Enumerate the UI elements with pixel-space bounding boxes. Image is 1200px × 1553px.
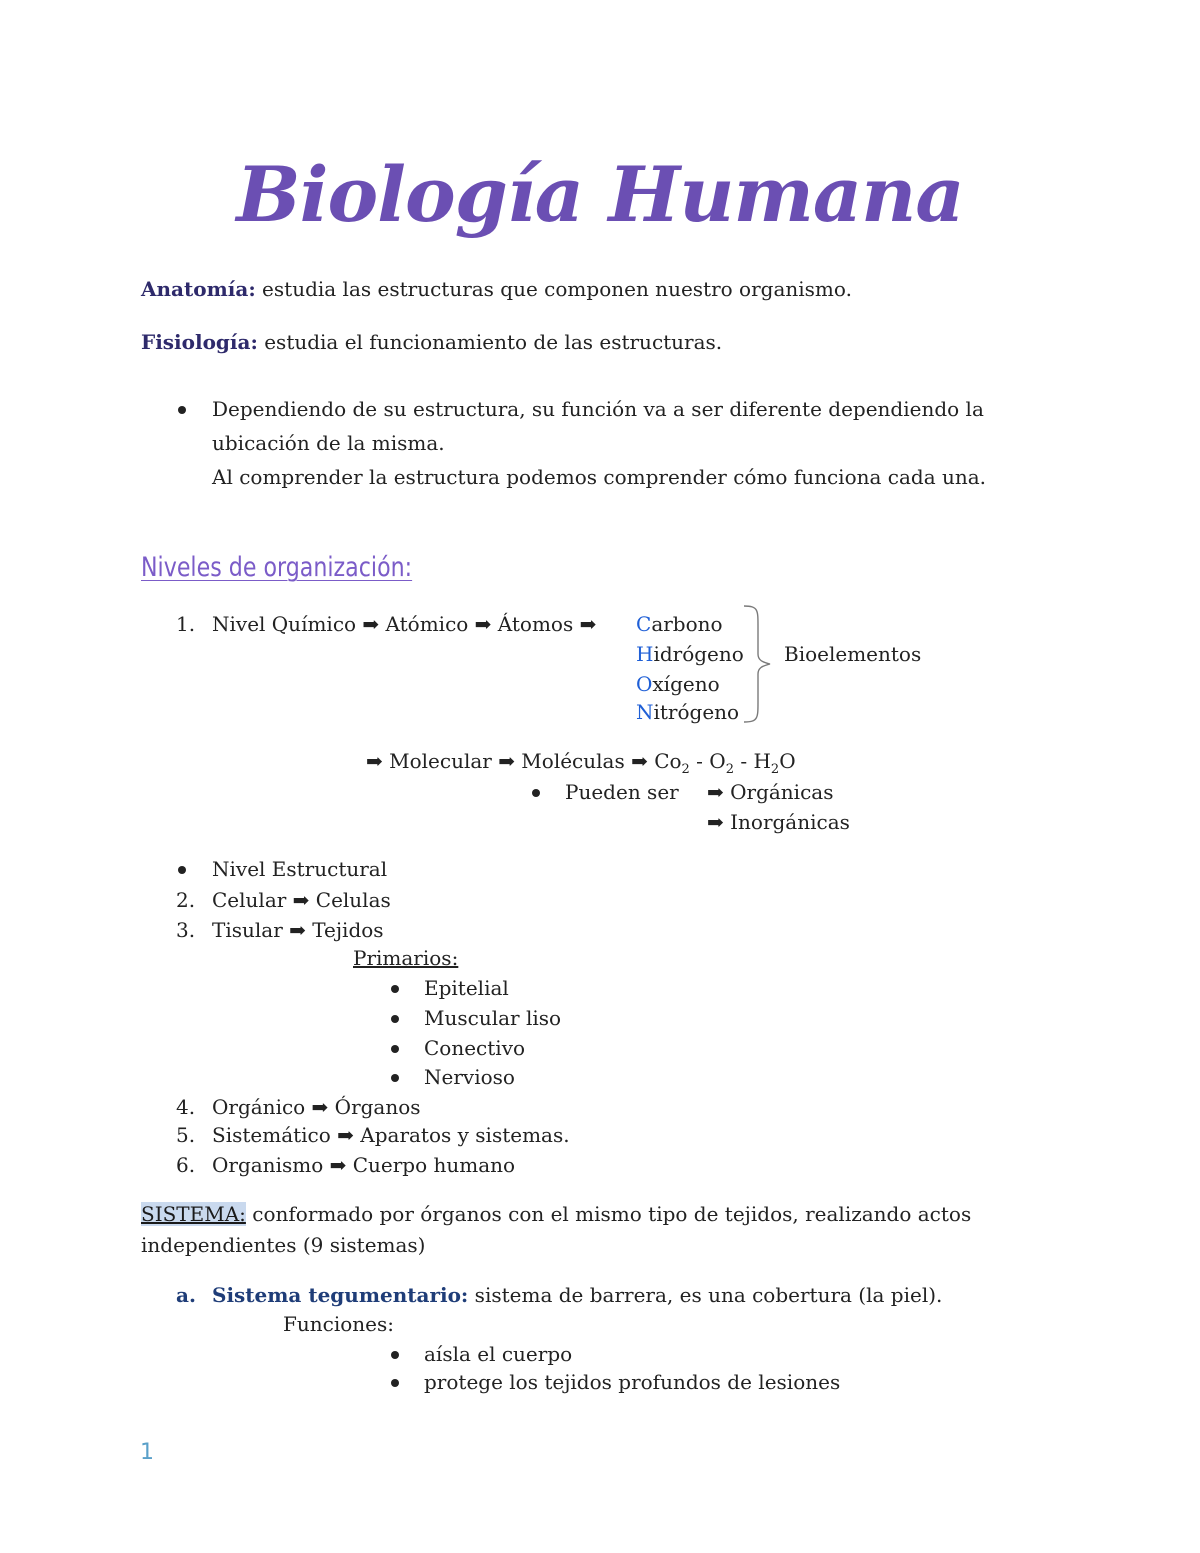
anatomia-term: Anatomía: <box>141 277 256 301</box>
anatomia-text: estudia las estructuras que componen nuestro organismo. <box>255 277 852 301</box>
list-number: 5. <box>176 1123 196 1147</box>
bullet-icon <box>391 1015 399 1023</box>
molecular-text: - O <box>689 749 726 773</box>
organismo-text: Organismo ➡ Cuerpo humano <box>212 1153 516 1177</box>
organico-text: Orgánico ➡ Órganos <box>212 1095 421 1119</box>
tejido-item: Conectivo <box>424 1036 526 1060</box>
bullet-icon <box>178 866 186 874</box>
list-letter: a. <box>176 1283 196 1307</box>
sistema-text: conformado por órganos con el mismo tipo de tejidos, realizando actos <box>245 1202 972 1226</box>
element-initial: N <box>636 700 654 724</box>
note-line-1: Dependiendo de su estructura, su función va a ser diferente dependiendo la <box>212 397 984 421</box>
list-number: 2. <box>176 888 196 912</box>
element-carbono <box>636 612 723 636</box>
nivel-quimico-text: Nivel Químico ➡ Atómico ➡ Átomos ➡ <box>212 612 597 636</box>
bullet-icon <box>391 1379 399 1387</box>
section-heading: Niveles de organización: <box>141 552 413 583</box>
subscript: 2 <box>725 762 734 777</box>
celular-text: Celular ➡ Celulas <box>212 888 391 912</box>
molecular-text: ➡ Molecular ➡ Moléculas ➡ Co <box>366 749 682 773</box>
list-number: 6. <box>176 1153 196 1177</box>
element-hidrogeno <box>636 642 744 666</box>
inorganicas-text: ➡ Inorgánicas <box>707 810 850 834</box>
document-title: Biología Humana <box>236 150 964 239</box>
tejido-item: Muscular liso <box>424 1006 562 1030</box>
tegumentario-paragraph <box>212 1283 942 1307</box>
tisular-text: Tisular ➡ Tejidos <box>212 918 384 942</box>
bullet-icon <box>391 1074 399 1082</box>
primarios-label: Primarios: <box>353 946 459 970</box>
sistematico-text: Sistemático ➡ Aparatos y sistemas. <box>212 1123 570 1147</box>
tejido-item: Epitelial <box>424 976 509 1000</box>
list-number: 1. <box>176 612 196 636</box>
element-rest: itrógeno <box>653 700 740 724</box>
tegumentario-text: sistema de barrera, es una cobertura (la piel). <box>468 1283 943 1307</box>
bullet-icon <box>391 985 399 993</box>
element-initial: H <box>636 642 654 666</box>
element-oxigeno <box>636 672 720 696</box>
sistema-term: SISTEMA: <box>141 1202 246 1226</box>
element-nitrogeno <box>636 700 739 724</box>
bullet-icon <box>178 406 186 414</box>
subscript: 2 <box>681 762 690 777</box>
element-rest: idrógeno <box>653 642 744 666</box>
fisiologia-text: estudia el funcionamiento de las estructuras. <box>257 330 723 354</box>
element-initial: C <box>636 612 652 636</box>
molecular-text: - H <box>733 749 771 773</box>
element-rest: arbono <box>651 612 723 636</box>
anatomia-paragraph <box>141 277 852 301</box>
funcion-item: protege los tejidos profundos de lesiones <box>424 1370 841 1394</box>
subscript: 2 <box>770 762 780 777</box>
bioelementos-label: Bioelementos <box>784 642 922 666</box>
element-rest: xígeno <box>652 672 720 696</box>
nivel-estructural-text: Nivel Estructural <box>212 857 388 881</box>
note-line-2: ubicación de la misma. <box>212 431 445 455</box>
tegumentario-term: Sistema tegumentario: <box>212 1283 469 1307</box>
list-number: 3. <box>176 918 196 942</box>
bullet-icon <box>391 1351 399 1359</box>
list-number: 4. <box>176 1095 196 1119</box>
page-number: 1 <box>140 1440 154 1465</box>
molecular-line <box>366 749 796 782</box>
molecular-text: O <box>779 749 796 773</box>
bullet-icon <box>532 789 540 797</box>
sistema-paragraph <box>141 1202 971 1226</box>
brace-icon <box>740 604 776 726</box>
funciones-label: Funciones: <box>283 1312 394 1336</box>
note-line-3: Al comprender la estructura podemos comprender cómo funciona cada una. <box>212 465 987 489</box>
pueden-ser-text: Pueden ser <box>565 780 679 804</box>
fisiologia-paragraph <box>141 330 722 354</box>
sistema-line-2: independientes (9 sistemas) <box>141 1233 426 1257</box>
fisiologia-term: Fisiología: <box>141 330 258 354</box>
funcion-item: aísla el cuerpo <box>424 1342 573 1366</box>
bullet-icon <box>391 1045 399 1053</box>
organicas-text: ➡ Orgánicas <box>707 780 834 804</box>
element-initial: O <box>636 672 653 696</box>
tejido-item: Nervioso <box>424 1065 515 1089</box>
